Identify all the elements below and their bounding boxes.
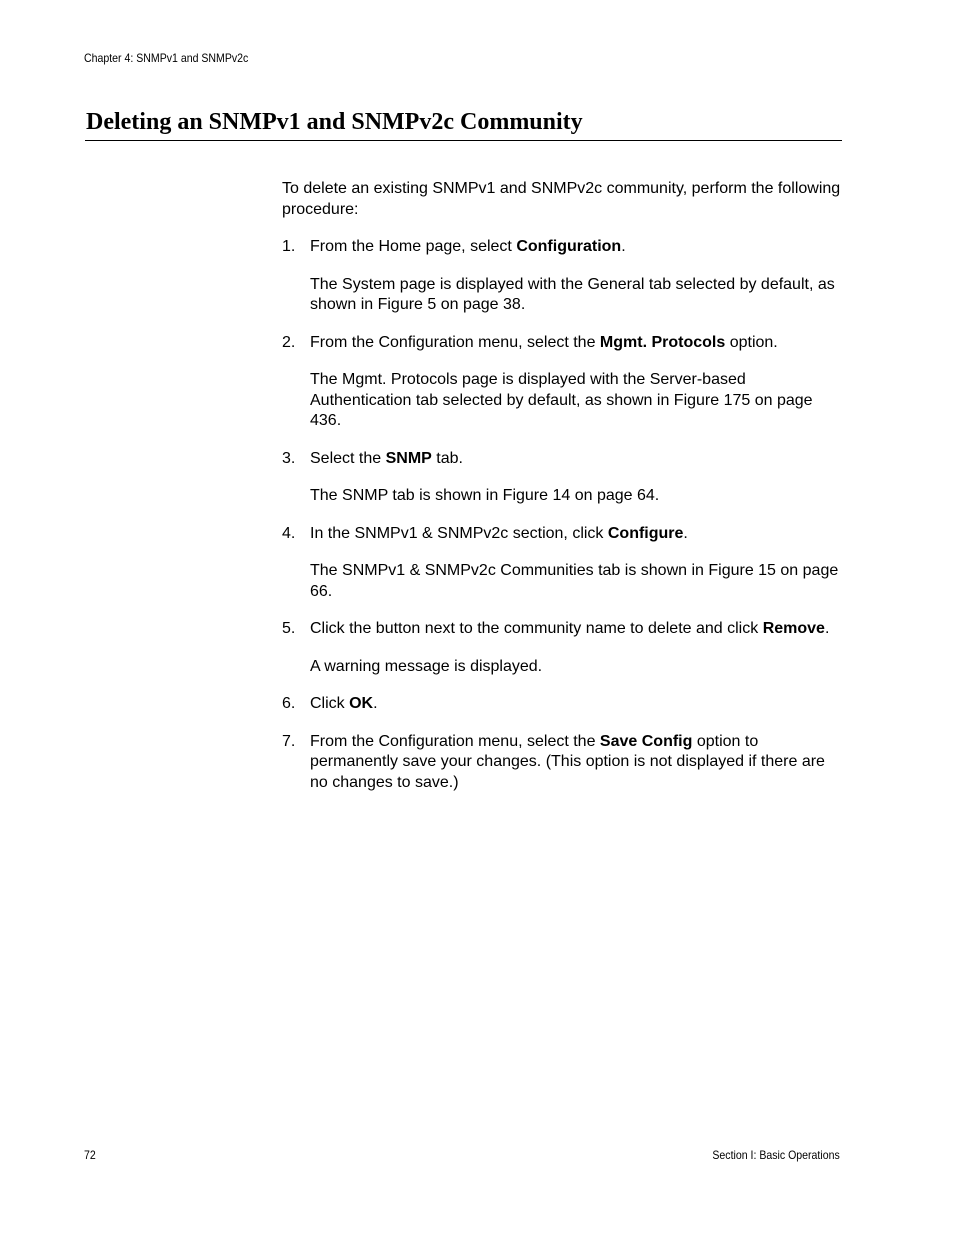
ui-term: Mgmt. Protocols <box>599 333 726 351</box>
step-2 <box>282 333 844 354</box>
step-7 <box>282 732 844 794</box>
ui-term: Configuration <box>516 238 622 255</box>
step-2-result: The Mgmt. Protocols page is displayed with the Server-based Authentication tab selected by default, as shown in Figure 175 on page 436. <box>310 371 813 429</box>
procedure-content <box>282 179 844 810</box>
step-text: . <box>824 620 830 637</box>
step-text: . <box>621 238 626 255</box>
step-text: option. <box>725 333 778 351</box>
step-number: 4. <box>282 524 296 542</box>
ui-term: SNMP <box>385 449 432 467</box>
step-3-result: The SNMP tab is shown in Figure 14 on page 64. <box>310 487 660 504</box>
step-1-result: The System page is displayed with the General tab selected by default, as shown in Figure 5 on page 38. <box>310 275 835 313</box>
step-3 <box>282 449 844 470</box>
page-number: 72 <box>84 1148 96 1162</box>
step-text: From the Home page, select <box>310 238 517 255</box>
step-text: Click the button next to the community name to delete and click <box>310 620 763 637</box>
step-text: . <box>373 695 378 712</box>
ui-term: Remove <box>762 620 825 637</box>
step-text: From the Configuration menu, select the <box>310 732 600 750</box>
ui-term: OK <box>349 695 374 712</box>
step-number: 7. <box>282 732 296 750</box>
step-number: 2. <box>282 333 296 351</box>
step-text: . <box>683 524 688 542</box>
step-text: option to permanently save your changes. (This option is not displayed if there are no changes to save.) <box>310 732 825 791</box>
step-5 <box>282 619 844 640</box>
step-4-result: The SNMPv1 & SNMPv2c Communities tab is shown in Figure 15 on page 66. <box>310 562 839 600</box>
step-6 <box>282 694 844 715</box>
section-title: Deleting an SNMPv1 and SNMPv2c Community <box>86 109 583 135</box>
ui-term: Save Config <box>599 732 693 750</box>
step-5-result: A warning message is displayed. <box>310 657 543 675</box>
running-footer-section: Section I: Basic Operations <box>712 1148 840 1162</box>
step-number: 1. <box>282 238 296 255</box>
step-text: Select the <box>310 449 386 467</box>
step-number: 6. <box>282 695 296 712</box>
step-text: In the SNMPv1 & SNMPv2c section, click <box>310 524 608 542</box>
intro-paragraph: To delete an existing SNMPv1 and SNMPv2c community, perform the following procedure: <box>282 180 841 218</box>
running-header: Chapter 4: SNMPv1 and SNMPv2c <box>84 51 249 65</box>
step-number: 5. <box>282 620 296 637</box>
step-number: 3. <box>282 449 296 467</box>
step-text: From the Configuration menu, select the <box>310 333 600 351</box>
step-text: tab. <box>431 449 463 467</box>
step-4 <box>282 524 844 545</box>
title-rule <box>85 140 842 141</box>
ui-term: Configure <box>607 524 684 542</box>
step-1 <box>282 237 844 258</box>
step-text: Click <box>310 695 350 712</box>
